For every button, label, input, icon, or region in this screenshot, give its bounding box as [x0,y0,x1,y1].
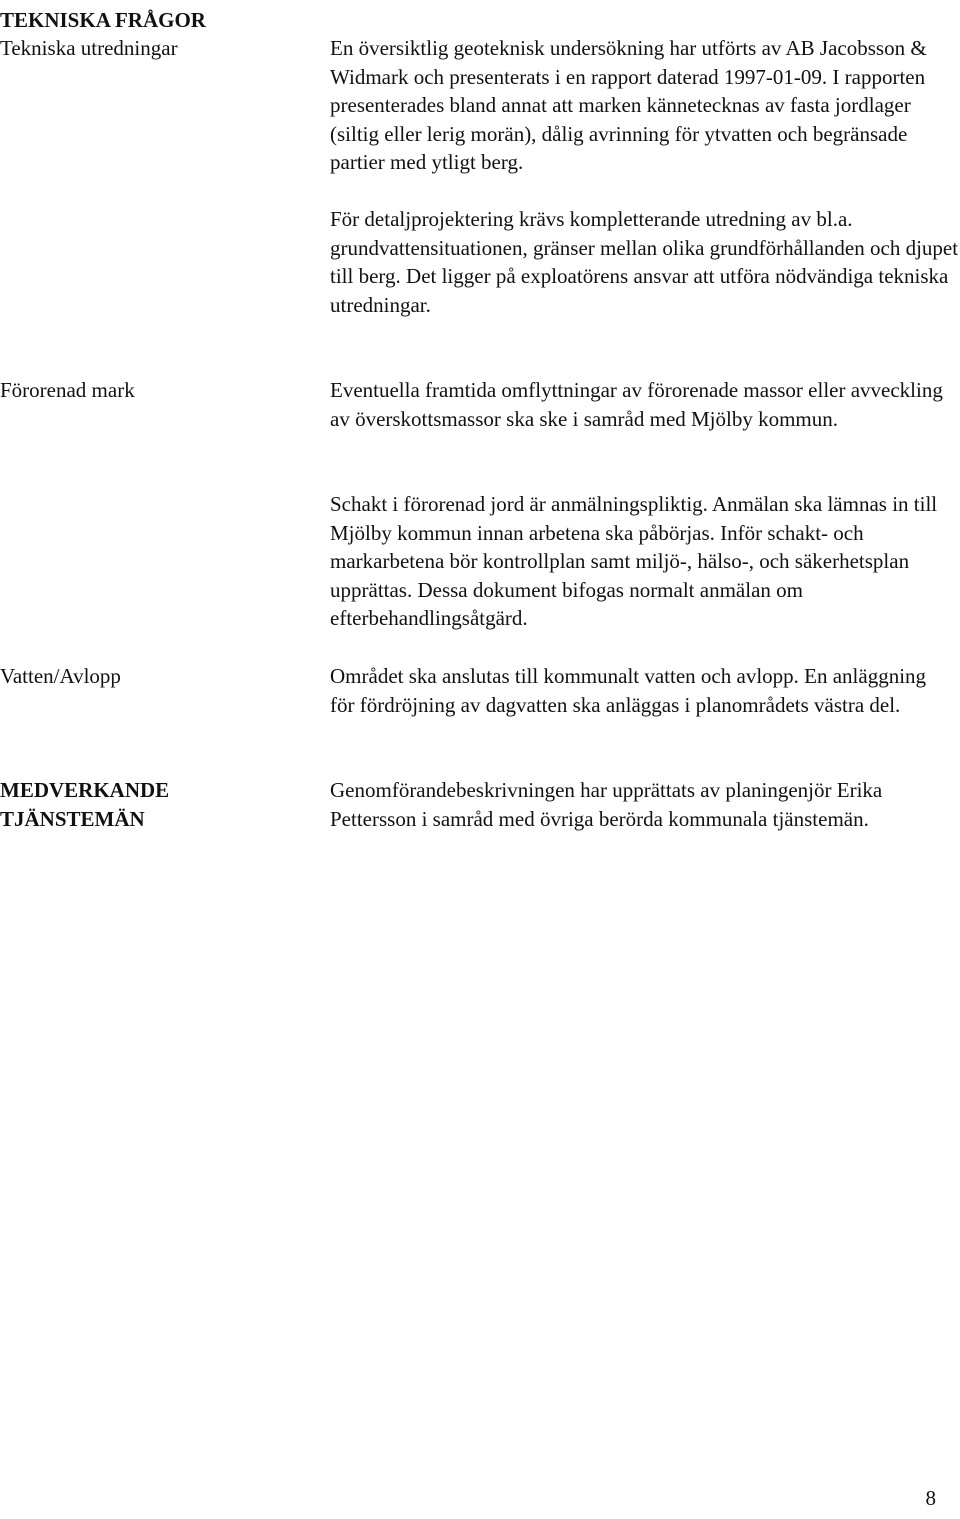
label-medverkande-line1: MEDVERKANDE [0,778,170,802]
paragraph-medverkande: Genomförandebeskrivningen har upprättats av planingenjör Erika Pettersson i samråd med övriga berörda kommunala tjänstemän. [330,778,883,831]
paragraph-geoteknisk-undersokning: En översiktlig geoteknisk undersökning har utförts av AB Jacobsson & Widmark och presenterats i en rapport daterad 1997-01-09. I rapporten presenterades bland annat att marken kännetecknas av fasta jordlager (siltig eller lerig morän), dålig avrinning för ytvatten och begränsade partier med ytligt berg. [330,36,927,175]
page-number: 8 [925,1486,936,1510]
label-medverkande-line2: TJÄNSTEMÄN [0,806,145,831]
paragraph-omflyttningar: Eventuella framtida omflyttningar av förorenade massor eller avveckling av överskottsmassor ska ske i samråd med Mjölby kommun. [330,378,943,431]
section-heading: TEKNISKA FRÅGOR [0,8,206,32]
label-vatten-avlopp: Vatten/Avlopp [0,664,121,688]
paragraph-detaljprojektering: För detaljprojektering krävs kompletterande utredning av bl.a. grundvattensituationen, gränser mellan olika grundförhållanden och djupet till berg. Det ligger på exploatörens ansvar att utföra nödvändiga tekniska utredningar. [330,207,959,317]
label-fororenad-mark: Förorenad mark [0,378,135,402]
paragraph-schakt: Schakt i förorenad jord är anmälningspliktig. Anmälan ska lämnas in till Mjölby kommun innan arbetena ska påbörjas. Inför schakt- och markarbetena bör kontrollplan samt miljö-, hälso-, och säkerhetsplan upprättas. Dessa dokument bifogas normalt anmälan om efterbehandlingsåtgärd. [330,492,938,631]
label-tekniska-utredningar: Tekniska utredningar [0,36,178,60]
paragraph-vatten-avlopp: Området ska anslutas till kommunalt vatten och avlopp. En anläggning för fördröjning av dagvatten ska anläggas i planområdets västra del. [330,664,927,717]
